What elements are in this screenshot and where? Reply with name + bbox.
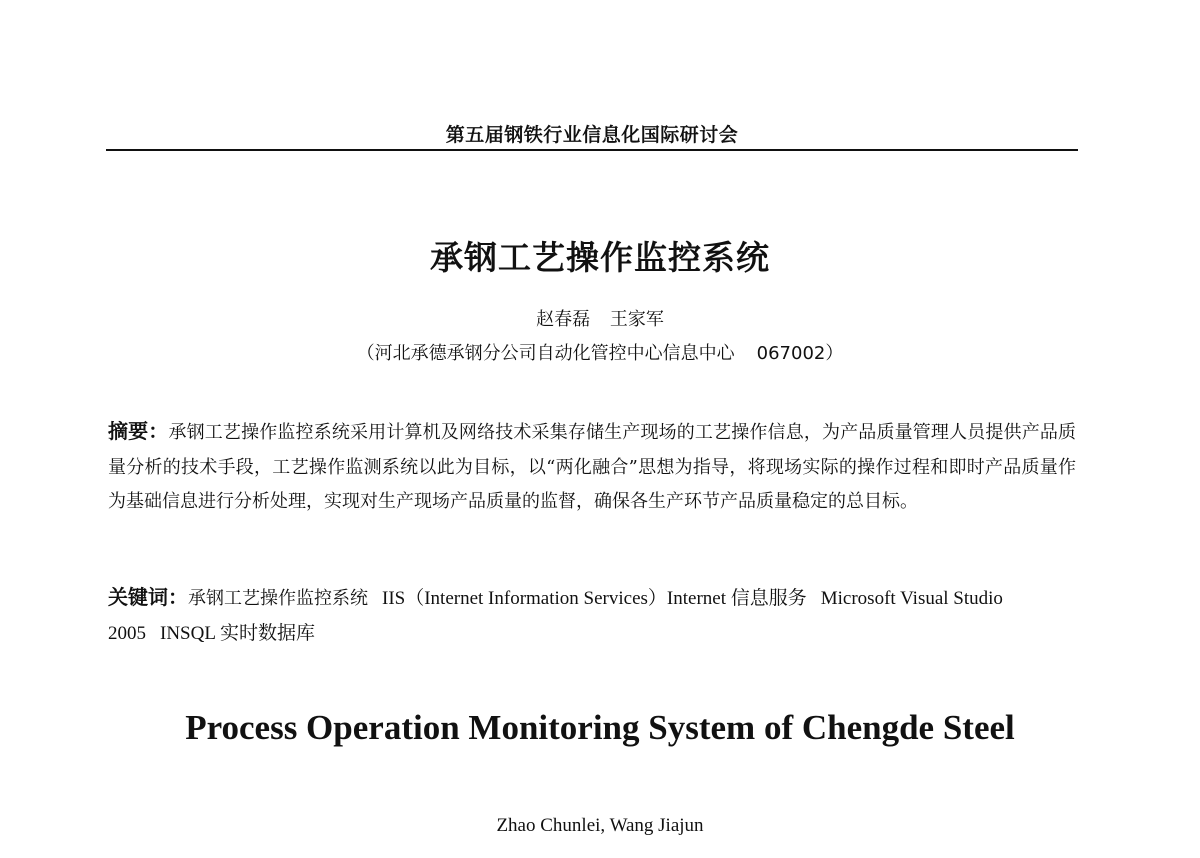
keywords	[108, 580, 1076, 651]
running-header: 第五届钢铁行业信息化国际研讨会	[445, 124, 739, 146]
keyword-item: 承钢工艺操作监控系统	[188, 588, 368, 609]
paper-title-en: Process Operation Monitoring System of Chengde Steel	[185, 708, 1015, 747]
keywords-label: 关键词：	[108, 585, 188, 609]
authors-en: Zhao Chunlei, Wang Jiajun	[496, 815, 704, 836]
header-rule	[106, 149, 1078, 151]
affiliation-cn	[0, 339, 1200, 365]
keyword-item: Microsoft Visual Studio 2005	[108, 588, 1003, 644]
paper-title-cn: 承钢工艺操作监控系统	[430, 238, 770, 277]
keyword-item: INSQL 实时数据库	[160, 622, 315, 644]
abstract-text: 承钢工艺操作监控系统采用计算机及网络技术采集存储生产现场的工艺操作信息，为产品质量管理人员提供产品质量分析的技术手段，工艺操作监测系统以此为目标，以“两化融合”思想为指导，将现场实际的操作过程和即时产品质量作为基础信息进行分析处理，实现对生产现场产品质量的监督，确保各生产环节产品质量稳定的总目标。	[108, 422, 1077, 512]
affiliation-text: （河北承德承钢分公司自动化管控中心信息中心	[356, 343, 735, 364]
abstract	[108, 414, 1076, 520]
authors-cn: 赵春磊 王家军	[536, 309, 664, 330]
abstract-label: 摘要：	[108, 419, 169, 443]
keyword-item: IIS（Internet Information Services）Internet 信息服务	[382, 588, 807, 609]
postal-code: 067002）	[756, 343, 844, 364]
